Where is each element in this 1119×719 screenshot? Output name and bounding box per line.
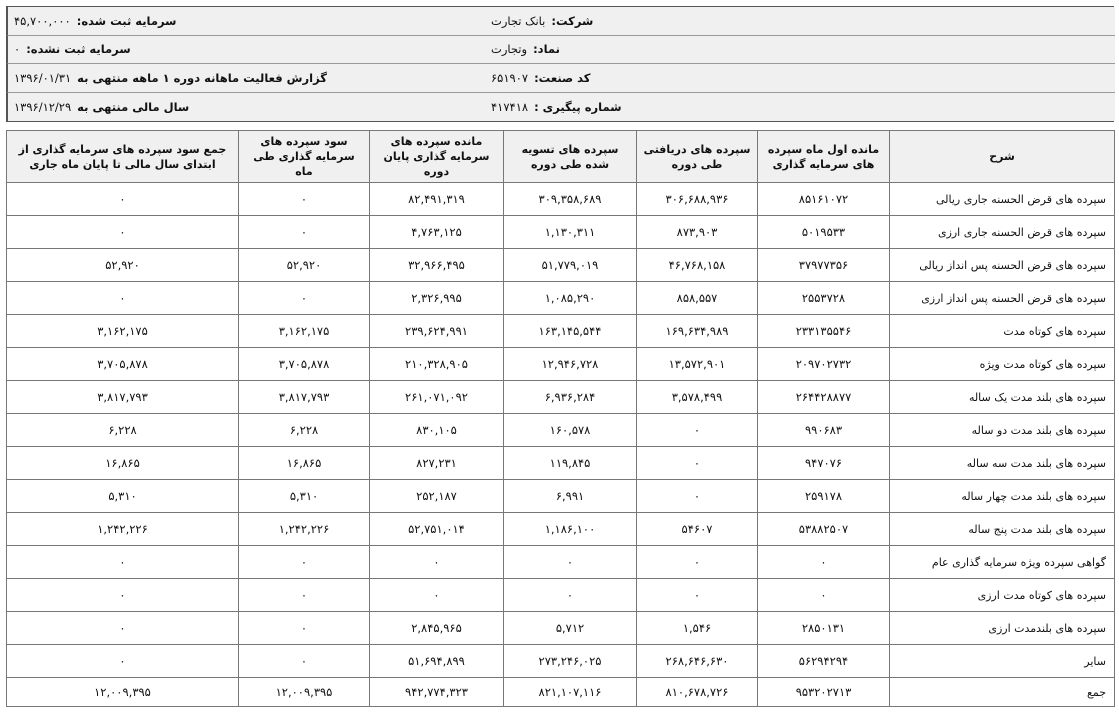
table-row [7, 216, 1115, 249]
deposits-table [6, 130, 1115, 707]
registered-capital-value: ۴۵,۷۰۰,۰۰۰ [14, 13, 71, 28]
table-cell: ۲,۳۲۶,۹۹۵ [370, 282, 504, 315]
table-row [7, 579, 1115, 612]
table-cell: ۰ [7, 216, 239, 249]
table-cell: ۵۳۸۸۲۵۰۷ [758, 513, 890, 546]
table-row [7, 315, 1115, 348]
table-cell: ۹۵۳۲۰۲۷۱۳ [758, 678, 890, 707]
table-cell: ۱,۵۴۶ [637, 612, 758, 645]
table-cell: ۰ [370, 546, 504, 579]
table-cell: ۰ [637, 546, 758, 579]
table-cell: ۰ [758, 546, 890, 579]
unregistered-capital-value: ۰ [14, 42, 21, 57]
table-cell: ۳۰۶,۶۸۸,۹۳۶ [637, 183, 758, 216]
column-header: مانده سپرده های سرمایه گذاری پایان دوره [370, 131, 504, 183]
row-description: سپرده های بلند مدت دو ساله [890, 414, 1115, 447]
table-cell: ۳,۸۱۷,۷۹۳ [239, 381, 370, 414]
column-header: سود سپرده های سرمایه گذاری طی ماه [239, 131, 370, 183]
table-cell: ۰ [637, 480, 758, 513]
table-cell: ۳,۷۰۵,۸۷۸ [7, 348, 239, 381]
total-row [7, 678, 1115, 707]
table-cell: ۱۱۹,۸۴۵ [504, 447, 637, 480]
table-cell: ۳,۱۶۲,۱۷۵ [7, 315, 239, 348]
table-cell: ۸۱۰,۶۷۸,۷۲۶ [637, 678, 758, 707]
table-cell: ۶,۹۳۶,۲۸۴ [504, 381, 637, 414]
row-description: سپرده های قرض الحسنه جاری ارزی [890, 216, 1115, 249]
symbol [485, 36, 1115, 65]
report-period [7, 64, 485, 93]
table-cell: ۳۰۹,۳۵۸,۶۸۹ [504, 183, 637, 216]
table-cell: ۲,۸۴۵,۹۶۵ [370, 612, 504, 645]
table-cell: ۰ [239, 216, 370, 249]
row-description: سپرده های بلندمدت ارزی [890, 612, 1115, 645]
row-description: سپرده های بلند مدت سه ساله [890, 447, 1115, 480]
table-cell: ۰ [637, 447, 758, 480]
table-cell: ۲۰۹۷۰۲۷۳۲ [758, 348, 890, 381]
table-cell: ۱,۱۸۶,۱۰۰ [504, 513, 637, 546]
table-row [7, 480, 1115, 513]
row-description: سپرده های قرض الحسنه پس انداز ریالی [890, 249, 1115, 282]
table-cell: ۱,۱۳۰,۳۱۱ [504, 216, 637, 249]
table-cell: ۰ [7, 612, 239, 645]
row-description: گواهی سپرده ویژه سرمایه گذاری عام [890, 546, 1115, 579]
table-cell: ۵,۳۱۰ [7, 480, 239, 513]
table-cell: ۶,۲۲۸ [239, 414, 370, 447]
company [485, 7, 1115, 36]
table-cell: ۸۵۱۶۱۰۷۲ [758, 183, 890, 216]
row-description: سپرده های بلند مدت یک ساله [890, 381, 1115, 414]
row-description: سپرده های بلند مدت چهار ساله [890, 480, 1115, 513]
column-header: سپرده های دریافتی طی دوره [637, 131, 758, 183]
table-cell: ۰ [7, 546, 239, 579]
table-cell: ۵۴۶۰۷ [637, 513, 758, 546]
table-cell: ۲۶۸,۶۴۶,۶۳۰ [637, 645, 758, 678]
table-cell: ۰ [239, 579, 370, 612]
table-cell: ۱۲,۰۰۹,۳۹۵ [239, 678, 370, 707]
table-cell: ۱۶۳,۱۴۵,۵۴۴ [504, 315, 637, 348]
registered-capital [7, 7, 485, 36]
tracking-number-label: شماره پیگیری : [534, 99, 622, 114]
table-row [7, 183, 1115, 216]
report-period-label: گزارش فعالیت ماهانه دوره ۱ ماهه منتهی به [77, 70, 327, 85]
company-value: بانک تجارت [491, 13, 546, 28]
table-cell: ۵۶۲۹۴۲۹۴ [758, 645, 890, 678]
table-row [7, 546, 1115, 579]
table-cell: ۱۶۰,۵۷۸ [504, 414, 637, 447]
table-cell: ۳۷۹۷۷۳۵۶ [758, 249, 890, 282]
industry-code [485, 64, 1115, 93]
table-cell: ۸۷۳,۹۰۳ [637, 216, 758, 249]
table-cell: ۲۸۵۰۱۳۱ [758, 612, 890, 645]
tracking-number [485, 93, 1115, 122]
table-cell: ۹۴۲,۷۷۴,۳۲۳ [370, 678, 504, 707]
table-cell: ۰ [239, 546, 370, 579]
table-cell: ۳,۱۶۲,۱۷۵ [239, 315, 370, 348]
table-row [7, 348, 1115, 381]
symbol-label: نماد: [533, 42, 560, 57]
table-row [7, 414, 1115, 447]
table-cell: ۲۵۹۱۷۸ [758, 480, 890, 513]
table-row [7, 381, 1115, 414]
fiscal-year [7, 93, 485, 122]
unregistered-capital [7, 36, 485, 65]
table-cell: ۲۱۰,۳۲۸,۹۰۵ [370, 348, 504, 381]
fiscal-year-label: سال مالی منتهی به [77, 99, 190, 114]
table-cell: ۵۲,۹۲۰ [239, 249, 370, 282]
table-cell: ۲۶۱,۰۷۱,۰۹۲ [370, 381, 504, 414]
table-cell: ۹۴۷۰۷۶ [758, 447, 890, 480]
table-cell: ۹۹۰۶۸۳ [758, 414, 890, 447]
table-row [7, 249, 1115, 282]
table-cell: ۰ [239, 645, 370, 678]
table-cell: ۰ [637, 414, 758, 447]
report-period-value: ۱۳۹۶/۰۱/۳۱ [14, 70, 72, 85]
table-cell: ۱۶,۸۶۵ [7, 447, 239, 480]
table-cell: ۰ [370, 579, 504, 612]
row-description: سپرده های کوتاه مدت [890, 315, 1115, 348]
table-cell: ۵۱,۶۹۴,۸۹۹ [370, 645, 504, 678]
row-description: جمع [890, 678, 1115, 707]
table-cell: ۸۲۷,۲۳۱ [370, 447, 504, 480]
table-cell: ۳,۸۱۷,۷۹۳ [7, 381, 239, 414]
table-header-row [7, 131, 1115, 183]
table-cell: ۱۲,۰۰۹,۳۹۵ [7, 678, 239, 707]
table-cell: ۲۳۳۱۳۵۵۴۶ [758, 315, 890, 348]
row-description: سپرده های بلند مدت پنج ساله [890, 513, 1115, 546]
row-description: سپرده های کوتاه مدت ارزی [890, 579, 1115, 612]
industry-code-value: ۶۵۱۹۰۷ [491, 70, 529, 85]
table-body [7, 183, 1115, 707]
table-cell: ۵۱,۷۷۹,۰۱۹ [504, 249, 637, 282]
row-description: سپرده های قرض الحسنه پس انداز ارزی [890, 282, 1115, 315]
table-cell: ۰ [637, 579, 758, 612]
table-cell: ۴۶,۷۶۸,۱۵۸ [637, 249, 758, 282]
table-cell: ۰ [7, 579, 239, 612]
table-cell: ۲۵۲,۱۸۷ [370, 480, 504, 513]
report-header [6, 6, 1114, 122]
row-description: سپرده های قرض الحسنه جاری ریالی [890, 183, 1115, 216]
table-row [7, 513, 1115, 546]
row-description: سپرده های کوتاه مدت ویژه [890, 348, 1115, 381]
table-cell: ۴,۷۶۳,۱۲۵ [370, 216, 504, 249]
table-row [7, 612, 1115, 645]
table-cell: ۰ [239, 282, 370, 315]
fiscal-year-value: ۱۳۹۶/۱۲/۲۹ [14, 99, 72, 114]
table-cell: ۳,۵۷۸,۴۹۹ [637, 381, 758, 414]
table-cell: ۲۶۴۴۲۸۸۷۷ [758, 381, 890, 414]
column-header: جمع سود سپرده های سرمایه گذاری از ابتدای سال مالی تا پایان ماه جاری [7, 131, 239, 183]
column-header: سپرده های تسویه شده طی دوره [504, 131, 637, 183]
table-cell: ۲۳۹,۶۲۴,۹۹۱ [370, 315, 504, 348]
unregistered-capital-label: سرمایه ثبت نشده: [26, 42, 131, 57]
table-cell: ۱۳,۵۷۲,۹۰۱ [637, 348, 758, 381]
table-cell: ۸۳۰,۱۰۵ [370, 414, 504, 447]
table-cell: ۰ [239, 183, 370, 216]
table-cell: ۰ [7, 282, 239, 315]
symbol-value: وتجارت [491, 42, 528, 57]
table-cell: ۱۲,۹۴۶,۷۲۸ [504, 348, 637, 381]
table-cell: ۰ [7, 645, 239, 678]
table-cell: ۰ [758, 579, 890, 612]
table-cell: ۶,۲۲۸ [7, 414, 239, 447]
table-cell: ۸۲,۴۹۱,۳۱۹ [370, 183, 504, 216]
table-cell: ۵,۷۱۲ [504, 612, 637, 645]
table-cell: ۱۶۹,۶۳۴,۹۸۹ [637, 315, 758, 348]
tracking-number-value: ۴۱۷۴۱۸ [491, 99, 529, 114]
industry-code-label: کد صنعت: [534, 70, 591, 85]
table-row [7, 447, 1115, 480]
table-cell: ۵۲,۷۵۱,۰۱۴ [370, 513, 504, 546]
table-cell: ۵۲,۹۲۰ [7, 249, 239, 282]
table-cell: ۱۶,۸۶۵ [239, 447, 370, 480]
table-cell: ۱,۲۴۲,۲۲۶ [239, 513, 370, 546]
table-cell: ۳۲,۹۶۶,۴۹۵ [370, 249, 504, 282]
table-cell: ۰ [504, 579, 637, 612]
table-cell: ۶,۹۹۱ [504, 480, 637, 513]
table-cell: ۳,۷۰۵,۸۷۸ [239, 348, 370, 381]
table-cell: ۱,۰۸۵,۲۹۰ [504, 282, 637, 315]
table-cell: ۰ [7, 183, 239, 216]
registered-capital-label: سرمایه ثبت شده: [76, 13, 177, 28]
table-cell: ۸۵۸,۵۵۷ [637, 282, 758, 315]
table-cell: ۵۰۱۹۵۳۳ [758, 216, 890, 249]
column-header: مانده اول ماه سپرده های سرمایه گذاری [758, 131, 890, 183]
column-header: شرح [890, 131, 1115, 183]
company-label: شرکت: [551, 13, 594, 28]
table-cell: ۵,۳۱۰ [239, 480, 370, 513]
table-cell: ۰ [504, 546, 637, 579]
table-cell: ۰ [239, 612, 370, 645]
row-description: سایر [890, 645, 1115, 678]
table-cell: ۱,۲۴۲,۲۲۶ [7, 513, 239, 546]
table-cell: ۲۵۵۳۷۲۸ [758, 282, 890, 315]
table-cell: ۲۷۳,۲۴۶,۰۲۵ [504, 645, 637, 678]
table-row [7, 645, 1115, 678]
table-cell: ۸۲۱,۱۰۷,۱۱۶ [504, 678, 637, 707]
table-row [7, 282, 1115, 315]
